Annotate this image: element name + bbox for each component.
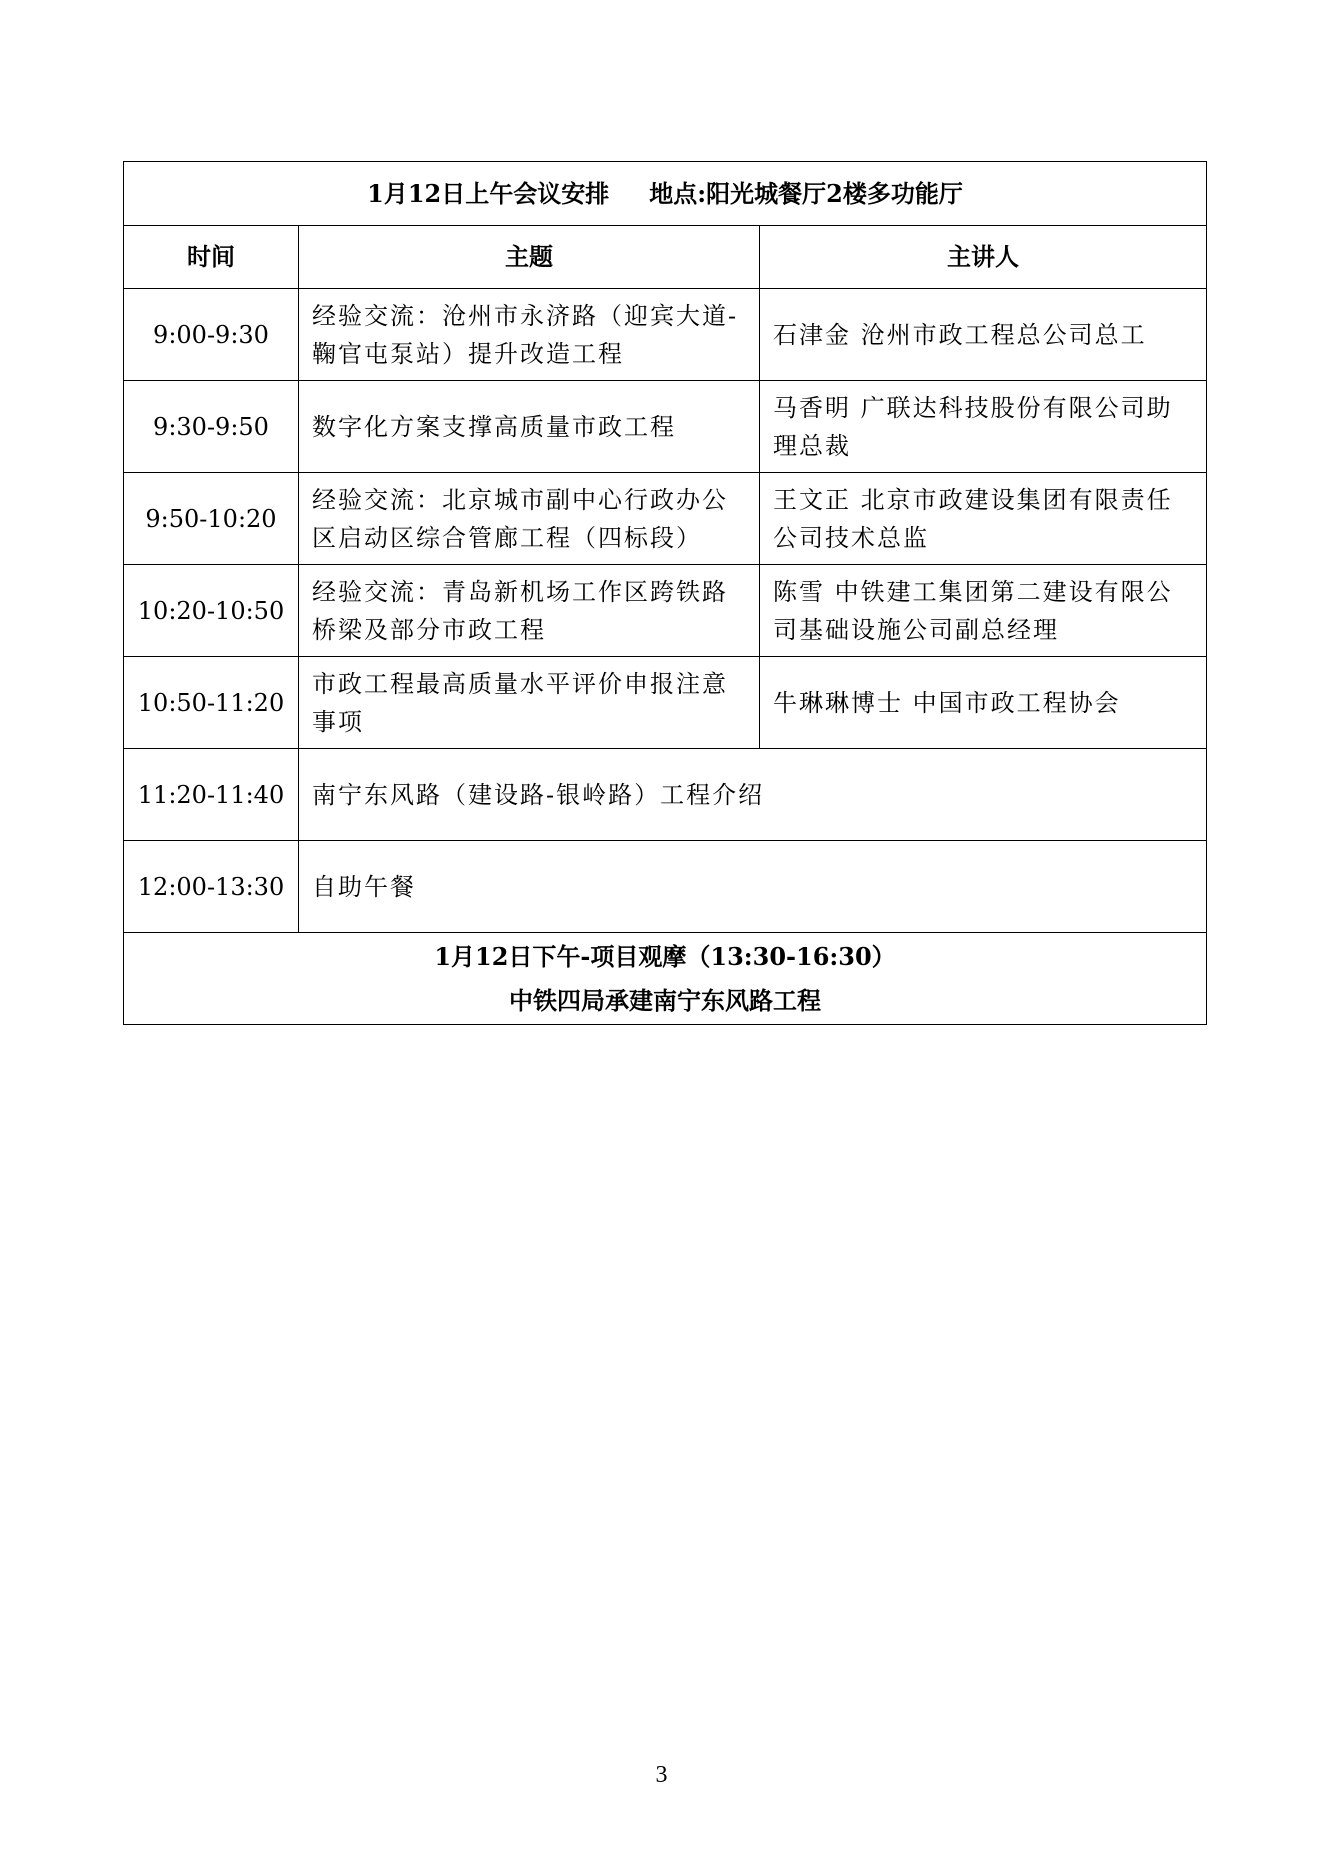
table-row [124, 381, 1207, 473]
afternoon-row [124, 933, 1207, 1025]
topic-cell: 经验交流：沧州市永济路（迎宾大道-鞠官屯泵站）提升改造工程 [299, 289, 760, 381]
session-location: 地点:阳光城餐厅2楼多功能厅 [649, 178, 963, 208]
schedule-table [123, 161, 1207, 1025]
speaker-cell: 马香明 广联达科技股份有限公司助理总裁 [760, 381, 1207, 473]
column-header-row [124, 226, 1207, 289]
topic-cell: 自助午餐 [299, 841, 1207, 933]
time-cell: 9:50-10:20 [124, 473, 299, 565]
afternoon-title: 1月12日下午-项目观摩（13:30-16:30） [434, 941, 896, 971]
table-row [124, 657, 1207, 749]
speaker-cell: 陈雪 中铁建工集团第二建设有限公司基础设施公司副总经理 [760, 565, 1207, 657]
col-header-speaker: 主讲人 [760, 226, 1207, 289]
speaker-cell: 石津金 沧州市政工程总公司总工 [760, 289, 1207, 381]
topic-cell: 数字化方案支撑高质量市政工程 [299, 381, 760, 473]
topic-cell: 南宁东风路（建设路-银岭路）工程介绍 [299, 749, 1207, 841]
table-row [124, 749, 1207, 841]
table-row [124, 289, 1207, 381]
speaker-cell: 王文正 北京市政建设集团有限责任公司技术总监 [760, 473, 1207, 565]
page-number: 3 [655, 1762, 668, 1788]
time-cell: 10:20-10:50 [124, 565, 299, 657]
afternoon-project: 中铁四局承建南宁东风路工程 [509, 985, 821, 1015]
time-cell: 10:50-11:20 [124, 657, 299, 749]
table-row [124, 841, 1207, 933]
time-cell: 11:20-11:40 [124, 749, 299, 841]
time-cell: 9:30-9:50 [124, 381, 299, 473]
speaker-cell: 牛琳琳博士 中国市政工程协会 [760, 657, 1207, 749]
afternoon-cell [124, 933, 1207, 1025]
topic-cell: 经验交流：青岛新机场工作区跨铁路桥梁及部分市政工程 [299, 565, 760, 657]
topic-cell: 市政工程最高质量水平评价申报注意事项 [299, 657, 760, 749]
session-title: 1月12日上午会议安排 [367, 178, 610, 208]
table-row [124, 473, 1207, 565]
col-header-topic: 主题 [299, 226, 760, 289]
table-row [124, 565, 1207, 657]
topic-cell: 经验交流：北京城市副中心行政办公区启动区综合管廊工程（四标段） [299, 473, 760, 565]
title-row [124, 162, 1207, 226]
time-cell: 12:00-13:30 [124, 841, 299, 933]
session-header [124, 162, 1207, 226]
time-cell: 9:00-9:30 [124, 289, 299, 381]
col-header-time: 时间 [124, 226, 299, 289]
